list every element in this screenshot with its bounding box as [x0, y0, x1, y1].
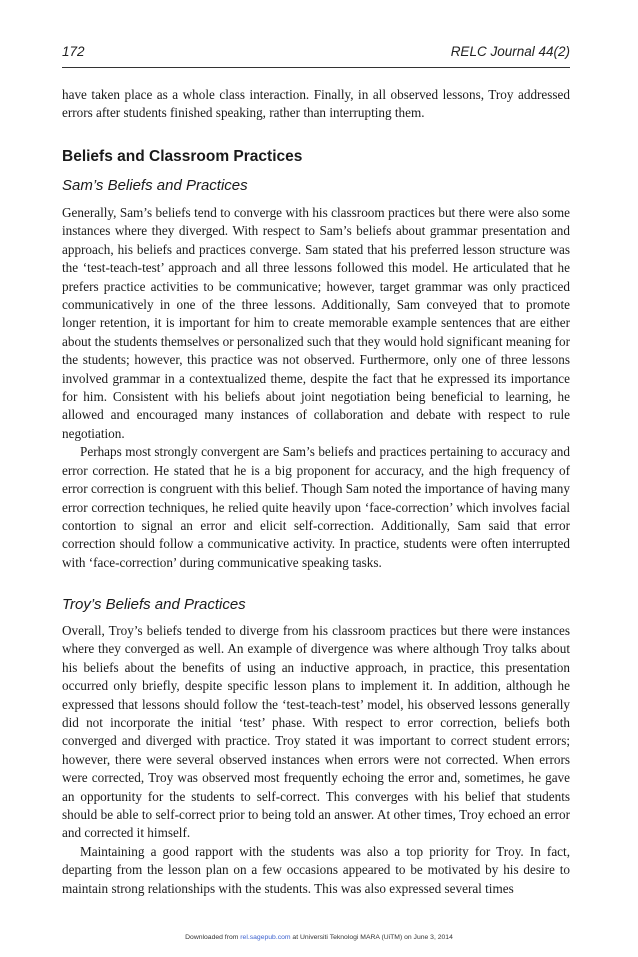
sam-section-text [62, 204, 570, 572]
download-footer [0, 934, 638, 941]
footer-prefix: Downloaded from [185, 934, 241, 941]
sam-paragraph-2: Perhaps most strongly convergent are Sam’s beliefs and practices pertaining to accuracy and error correction. He stated that he is a big proponent for accuracy, and the high frequency of error correction is congruent with this belief. Though Sam noted the importance of having many error correction techniques, he relied quite heavily upon ‘face-correction’ which involves facial contortion to signal an error and elicit self-correction. Additionally, Sam said that error correction should follow a communicative activity. In practice, students were often interrupted with ‘face-correction’ during communicative speaking tasks. [62, 444, 570, 570]
troy-section-text [62, 622, 570, 898]
intro-paragraph-block [62, 86, 570, 123]
troy-paragraph-1: Overall, Troy’s beliefs tended to diverge from his classroom practices but there were instances where they converged as well. An example of divergence was where although Troy talks about his beliefs about the benefits of using an inductive approach, in practice, this presentation occurred only briefly, despite specific lesson plans to implement it. In addition, although he expressed that lessons should follow the ‘test-teach-test’ model, his observed lessons generally did not incorporate the initial ‘test’ phase. With respect to error correction, beliefs both converged and diverged with practice. Troy stated it was important to correct student errors; however, there were several observed instances when errors were not corrected. When errors were corrected, Troy was observed most frequently echoing the error and, sometimes, he gave an opportunity for the students to self-correct. This converges with his belief that students should be able to self-correct prior to being told an answer. At other times, Troy echoed an error and corrected it himself. [62, 623, 570, 841]
journal-title: RELC Journal 44(2) [450, 44, 570, 59]
intro-paragraph: have taken place as a whole class interaction. Finally, in all observed lessons, Troy addressed errors after students finished speaking, rather than interrupting them. [62, 87, 570, 121]
running-header [62, 44, 570, 64]
header-rule [62, 67, 570, 68]
section-heading: Beliefs and Classroom Practices [62, 148, 303, 165]
footer-suffix: at Universiti Teknologi MARA (UiTM) on June 3, 2014 [290, 934, 453, 941]
footer-link[interactable]: rel.sagepub.com [240, 934, 291, 941]
troy-subheading: Troy’s Beliefs and Practices [62, 596, 246, 613]
troy-paragraph-2: Maintaining a good rapport with the students was also a top priority for Troy. In fact, departing from the lesson plan on a few occasions appeared to be motivated by his desire to maintain strong relationships with the students. This was also expressed several times [62, 843, 570, 896]
page-number: 172 [62, 44, 85, 59]
sam-subheading: Sam’s Beliefs and Practices [62, 177, 248, 194]
sam-paragraph-1: Generally, Sam’s beliefs tend to converge with his classroom practices but there were also some instances where they diverged. With respect to Sam’s beliefs about grammar presentation and approach, his beliefs and practices converge. Sam stated that his preferred lesson structure was the ‘test-teach-test’ approach and all three lessons followed this model. He articulated that he prefers practice activities to be communicative; however, target grammar was only practiced communicatively in one of the three lessons. Additionally, Sam conveyed that to promote longer retention, it is important for him to create memorable example sentences that are either about the students themselves or personalized such that they would hold significant meaning for the students; however, this practice was not observed. Furthermore, only one of three lessons involved grammar in a contextualized theme, despite the fact that he expressed its importance for him. Consistent with his beliefs about joint negotiation being beneficial to learning, he allowed and encouraged many instances of collaboration and debate with respect to rule negotiation. [62, 205, 570, 441]
